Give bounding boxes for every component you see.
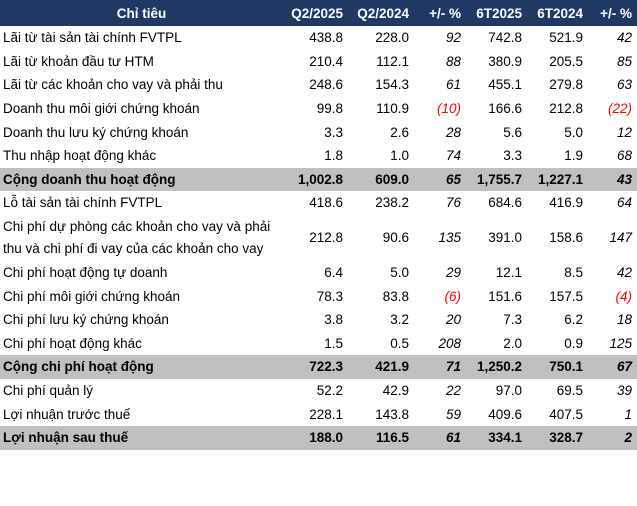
- value-q2-2025: 6.4: [324, 265, 343, 281]
- row-label: Cộng doanh thu hoạt động: [3, 171, 176, 187]
- row-label: Doanh thu môi giới chứng khoán: [3, 101, 200, 117]
- table-body: [0, 26, 637, 450]
- row-label: Lãi từ các khoản cho vay và phải thu: [3, 77, 223, 93]
- value-half-year-change: (22): [607, 101, 632, 117]
- table-row: [0, 402, 637, 426]
- value-q2-2024: 90.6: [382, 230, 409, 246]
- value-6t2025: 151.6: [488, 288, 522, 304]
- value-q2-2024: 112.1: [376, 53, 409, 69]
- value-q2-2025: 212.8: [309, 230, 343, 246]
- value-q2-2024: 110.9: [376, 101, 409, 117]
- value-half-year-change: 42: [616, 30, 632, 46]
- value-q2-2024: 228.0: [375, 30, 409, 46]
- header-half-year-change: +/- %: [600, 5, 632, 21]
- value-q2-2024: 238.2: [375, 195, 409, 211]
- row-label: Lỗ tài sản tài chính FVTPL: [3, 195, 163, 211]
- value-6t2024: 521.9: [549, 30, 583, 46]
- row-label: Lãi từ tài sản tài chính FVTPL: [3, 30, 182, 46]
- row-label: Lợi nhuận sau thuế: [3, 430, 129, 446]
- value-half-year-change: 85: [616, 53, 632, 69]
- value-half-year-change: 67: [616, 359, 632, 375]
- value-q2-2024: 143.8: [375, 406, 409, 422]
- header-q2-2025: Q2/2025: [291, 5, 343, 21]
- value-q2-2025: 210.4: [309, 53, 343, 69]
- value-6t2024: 407.5: [549, 406, 583, 422]
- table-row: [0, 97, 637, 121]
- value-q2-2025: 1.5: [324, 335, 343, 351]
- value-6t2025: 391.0: [488, 230, 522, 246]
- value-half-year-change: 1: [624, 406, 632, 422]
- value-quarter-change: 135: [438, 230, 461, 246]
- row-label: Lãi từ khoản đầu tư HTM: [3, 53, 154, 69]
- value-quarter-change: 28: [445, 124, 461, 140]
- table-row: [0, 308, 637, 332]
- value-quarter-change: 59: [445, 406, 461, 422]
- value-6t2025: 684.6: [488, 195, 522, 211]
- value-6t2024: 157.5: [549, 288, 583, 304]
- value-6t2024: 1,227.1: [537, 171, 583, 187]
- value-quarter-change: 61: [445, 77, 461, 93]
- value-quarter-change: 22: [445, 383, 461, 399]
- row-label: Lợi nhuận trước thuế: [3, 406, 131, 422]
- value-6t2024: 8.5: [564, 265, 583, 281]
- value-6t2024: 5.0: [564, 124, 583, 140]
- value-quarter-change: 20: [445, 312, 461, 328]
- value-q2-2024: 609.0: [375, 171, 409, 187]
- value-q2-2024: 83.8: [382, 288, 409, 304]
- value-half-year-change: (4): [615, 288, 632, 304]
- row-label: Chi phí môi giới chứng khoán: [3, 288, 180, 304]
- value-6t2025: 1,250.2: [476, 359, 522, 375]
- table-row: [0, 215, 637, 261]
- value-6t2024: 69.5: [556, 383, 583, 399]
- table-row: [0, 284, 637, 308]
- value-q2-2024: 421.9: [375, 359, 409, 375]
- value-6t2024: 328.7: [549, 430, 583, 446]
- value-quarter-change: 92: [445, 30, 461, 46]
- value-6t2025: 97.0: [495, 383, 522, 399]
- value-q2-2025: 418.6: [309, 195, 343, 211]
- value-6t2024: 212.8: [549, 101, 583, 117]
- table-row: [0, 50, 637, 74]
- value-half-year-change: 125: [609, 335, 632, 351]
- row-label: Doanh thu lưu ký chứng khoán: [3, 124, 189, 140]
- value-q2-2024: 1.0: [390, 148, 409, 164]
- table-header: [0, 0, 637, 26]
- value-6t2025: 7.3: [503, 312, 522, 328]
- value-quarter-change: (6): [444, 288, 461, 304]
- value-quarter-change: 71: [445, 359, 461, 375]
- table-row: [0, 332, 637, 356]
- value-6t2024: 750.1: [549, 359, 583, 375]
- header-q2-2024: Q2/2024: [357, 5, 409, 21]
- header-row: [0, 0, 637, 26]
- value-q2-2025: 722.3: [309, 359, 343, 375]
- header-6t2024: 6T2024: [537, 5, 583, 21]
- value-half-year-change: 42: [616, 265, 632, 281]
- value-6t2025: 334.1: [488, 430, 522, 446]
- table-row: [0, 120, 637, 144]
- value-q2-2024: 116.5: [375, 430, 409, 446]
- table-row: [0, 191, 637, 215]
- value-6t2024: 0.9: [564, 335, 583, 351]
- row-label: Chi phí hoạt động khác: [3, 335, 142, 351]
- table-row: [0, 73, 637, 97]
- value-q2-2025: 3.8: [324, 312, 343, 328]
- value-half-year-change: 43: [616, 171, 632, 187]
- value-half-year-change: 39: [616, 383, 632, 399]
- value-6t2025: 1,755.7: [476, 171, 522, 187]
- value-6t2025: 5.6: [503, 124, 522, 140]
- total-row: [0, 168, 637, 192]
- value-6t2025: 742.8: [488, 30, 522, 46]
- value-q2-2025: 248.6: [309, 77, 343, 93]
- value-q2-2025: 99.8: [316, 101, 343, 117]
- value-quarter-change: 88: [445, 53, 461, 69]
- value-quarter-change: (10): [436, 101, 461, 117]
- value-q2-2024: 0.5: [390, 335, 409, 351]
- value-6t2025: 380.9: [488, 53, 522, 69]
- value-q2-2025: 3.3: [324, 124, 343, 140]
- value-6t2024: 6.2: [564, 312, 583, 328]
- value-6t2025: 166.6: [488, 101, 522, 117]
- table-row: [0, 26, 637, 50]
- value-q2-2024: 42.9: [382, 383, 409, 399]
- row-label: Chi phí quản lý: [3, 383, 94, 399]
- value-6t2025: 455.1: [488, 77, 522, 93]
- value-half-year-change: 64: [616, 195, 632, 211]
- value-quarter-change: 61: [445, 430, 461, 446]
- value-q2-2025: 1.8: [324, 148, 343, 164]
- value-q2-2025: 228.1: [309, 406, 343, 422]
- value-6t2025: 409.6: [488, 406, 522, 422]
- value-half-year-change: 2: [624, 430, 632, 446]
- value-half-year-change: 18: [616, 312, 632, 328]
- value-q2-2025: 78.3: [316, 288, 343, 304]
- value-6t2025: 2.0: [503, 335, 522, 351]
- value-6t2025: 3.3: [503, 148, 522, 164]
- row-label: Thu nhập hoạt động khác: [3, 148, 157, 164]
- value-quarter-change: 29: [445, 265, 461, 281]
- value-q2-2024: 2.6: [390, 124, 409, 140]
- value-quarter-change: 65: [445, 171, 461, 187]
- value-6t2024: 1.9: [564, 148, 583, 164]
- value-q2-2025: 188.0: [309, 430, 343, 446]
- value-6t2024: 279.8: [549, 77, 583, 93]
- row-label: Chi phí lưu ký chứng khoán: [3, 312, 169, 328]
- value-quarter-change: 74: [445, 148, 461, 164]
- value-6t2024: 416.9: [549, 195, 583, 211]
- value-6t2024: 158.6: [549, 230, 583, 246]
- table-row: [0, 261, 637, 285]
- value-q2-2024: 5.0: [390, 265, 409, 281]
- value-q2-2025: 1,002.8: [297, 171, 343, 187]
- header-6t2025: 6T2025: [476, 5, 522, 21]
- total-row: [0, 426, 637, 450]
- table-row: [0, 144, 637, 168]
- row-label: Cộng chi phí hoạt động: [3, 359, 154, 375]
- value-half-year-change: 12: [616, 124, 632, 140]
- header-quarter-change: +/- %: [429, 5, 461, 21]
- value-q2-2025: 52.2: [316, 383, 343, 399]
- table-row: [0, 379, 637, 403]
- value-half-year-change: 147: [609, 230, 632, 246]
- value-quarter-change: 208: [438, 335, 461, 351]
- header-indicator: Chỉ tiêu: [116, 5, 167, 21]
- value-q2-2024: 3.2: [390, 312, 409, 328]
- value-half-year-change: 68: [616, 148, 632, 164]
- value-q2-2025: 438.8: [309, 30, 343, 46]
- total-row: [0, 355, 637, 379]
- row-label: Chi phí dự phòng các khoản cho vay và phải thu và chi phí đi vay của các khoản cho vay: [3, 218, 271, 256]
- value-half-year-change: 63: [616, 77, 632, 93]
- row-label: Chi phí hoạt động tự doanh: [3, 265, 168, 281]
- value-6t2025: 12.1: [495, 265, 522, 281]
- value-quarter-change: 76: [445, 195, 461, 211]
- value-q2-2024: 154.3: [375, 77, 409, 93]
- value-6t2024: 205.5: [549, 53, 583, 69]
